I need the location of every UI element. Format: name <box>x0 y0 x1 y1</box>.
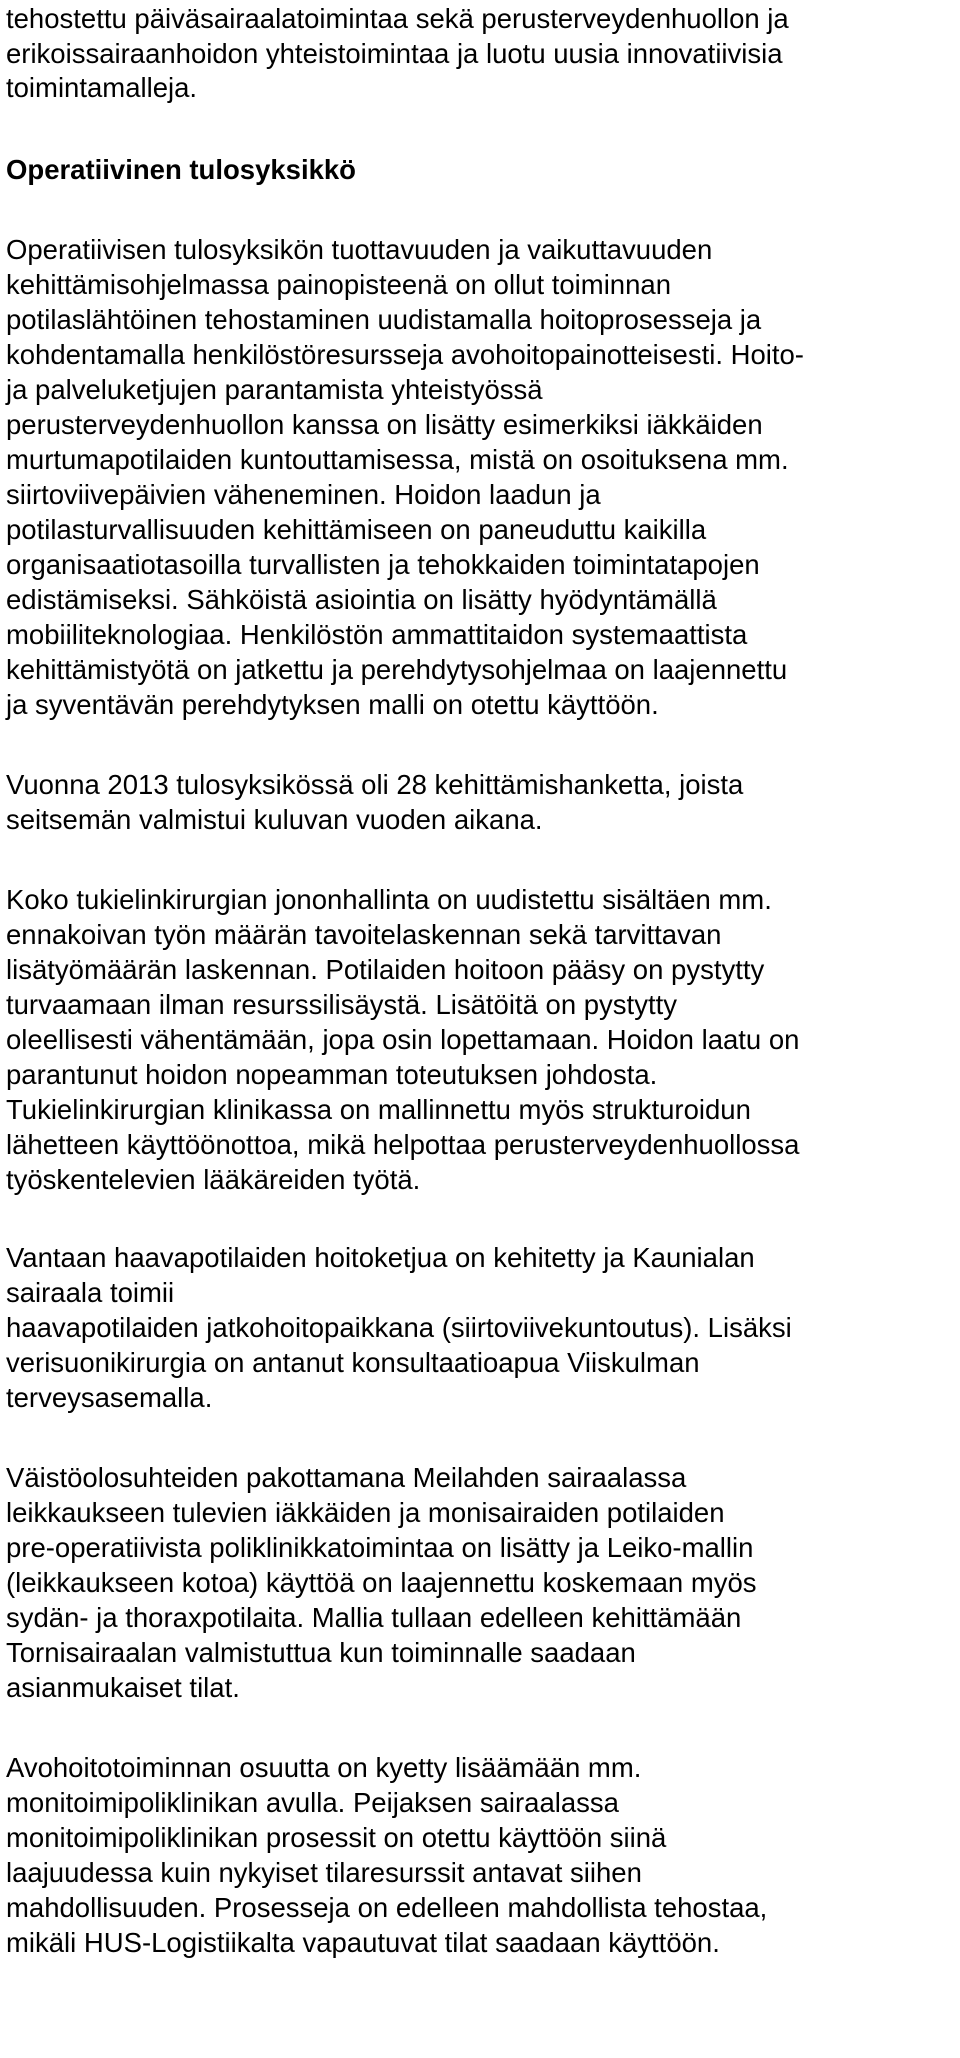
paragraph-line: asianmukaiset tilat. <box>6 1672 240 1703</box>
paragraph-line: Avohoitotoiminnan osuutta on kyetty lisäämään mm. <box>6 1752 642 1783</box>
paragraph-line: laajuudessa kuin nykyiset tilaresurssit antavat siihen <box>6 1857 642 1888</box>
paragraph-line: parantunut hoidon nopeamman toteutuksen johdosta. <box>6 1059 658 1090</box>
paragraph-line: mahdollisuuden. Prosesseja on edelleen mahdollista tehostaa, <box>6 1892 768 1923</box>
paragraph-line: ennakoivan työn määrän tavoitelaskennan sekä tarvittavan <box>6 919 722 950</box>
paragraph-line: kohdentamalla henkilöstöresursseja avohoitopainotteisesti. Hoito- <box>6 339 804 370</box>
paragraph-line: (leikkaukseen kotoa) käyttöä on laajennettu koskemaan myös <box>6 1567 757 1598</box>
paragraph-line: murtumapotilaiden kuntouttamisessa, mistä on osoituksena mm. <box>6 444 789 475</box>
paragraph-line: Operatiivisen tulosyksikön tuottavuuden ja vaikuttavuuden <box>6 234 713 265</box>
paragraph-line: leikkaukseen tulevien iäkkäiden ja monisairaiden potilaiden <box>6 1497 725 1528</box>
intro-line: erikoissairaanhoidon yhteistoimintaa ja luotu uusia innovatiivisia <box>6 38 783 69</box>
paragraph-line: sairaala toimii <box>6 1277 175 1308</box>
paragraph-line: ja palveluketjujen parantamista yhteistyössä <box>6 374 543 405</box>
intro-line: toimintamalleja. <box>6 72 198 103</box>
paragraph-line: kehittämistyötä on jatkettu ja perehdytysohjelmaa on laajennettu <box>6 654 788 685</box>
paragraph-line: oleellisesti vähentämään, jopa osin lopettamaan. Hoidon laatu on <box>6 1024 800 1055</box>
paragraph-line: monitoimipoliklinikan prosessit on otettu käyttöön siinä <box>6 1822 667 1853</box>
paragraph-line: seitsemän valmistui kuluvan vuoden aikana. <box>6 804 543 835</box>
paragraph-line: lisätyömäärän laskennan. Potilaiden hoitoon pääsy on pystytty <box>6 954 765 985</box>
paragraph-line: Tukielinkirurgian klinikassa on mallinnettu myös strukturoidun <box>6 1094 751 1125</box>
paragraph-line: siirtoviivepäivien väheneminen. Hoidon laadun ja <box>6 479 601 510</box>
paragraph-line: Tornisairaalan valmistuttua kun toiminnalle saadaan <box>6 1637 636 1668</box>
paragraph-line: Koko tukielinkirurgian jononhallinta on uudistettu sisältäen mm. <box>6 884 772 915</box>
intro-line: tehostettu päiväsairaalatoimintaa sekä perusterveydenhuollon ja <box>6 3 789 34</box>
section-heading: Operatiivinen tulosyksikkö <box>6 154 356 185</box>
paragraph-line: edistämiseksi. Sähköistä asiointia on lisätty hyödyntämällä <box>6 584 717 615</box>
paragraph-line: mobiiliteknologiaa. Henkilöstön ammattitaidon systemaattista <box>6 619 748 650</box>
paragraph-line: pre-operatiivista poliklinikkatoimintaa on lisätty ja Leiko-mallin <box>6 1532 754 1563</box>
paragraph-line: ja syventävän perehdytyksen malli on otettu käyttöön. <box>6 689 659 720</box>
paragraph-line: sydän- ja thoraxpotilaita. Mallia tullaan edelleen kehittämään <box>6 1602 742 1633</box>
paragraph-line: työskentelevien lääkäreiden työtä. <box>6 1164 421 1195</box>
paragraph-line: terveysasemalla. <box>6 1382 213 1413</box>
paragraph-line: potilaslähtöinen tehostaminen uudistamalla hoitoprosesseja ja <box>6 304 762 335</box>
paragraph-line: potilasturvallisuuden kehittämiseen on paneuduttu kaikilla <box>6 514 707 545</box>
paragraph-line: Väistöolosuhteiden pakottamana Meilahden sairaalassa <box>6 1462 687 1493</box>
paragraph-line: mikäli HUS-Logistiikalta vapautuvat tilat saadaan käyttöön. <box>6 1927 720 1958</box>
paragraph-line: turvaamaan ilman resurssilisäystä. Lisätöitä on pystytty <box>6 989 677 1020</box>
paragraph-line: lähetteen käyttöönottoa, mikä helpottaa perusterveydenhuollossa <box>6 1129 800 1160</box>
paragraph-line: organisaatiotasoilla turvallisten ja tehokkaiden toimintatapojen <box>6 549 760 580</box>
paragraph-line: monitoimipoliklinikan avulla. Peijaksen sairaalassa <box>6 1787 619 1818</box>
paragraph-line: perusterveydenhuollon kanssa on lisätty esimerkiksi iäkkäiden <box>6 409 763 440</box>
paragraph-line: verisuonikirurgia on antanut konsultaatioapua Viiskulman <box>6 1347 700 1378</box>
paragraph-line: Vantaan haavapotilaiden hoitoketjua on kehitetty ja Kaunialan <box>6 1242 755 1273</box>
paragraph-line: haavapotilaiden jatkohoitopaikkana (siirtoviivekuntoutus). Lisäksi <box>6 1312 792 1343</box>
paragraph-line: kehittämisohjelmassa painopisteenä on ollut toiminnan <box>6 269 671 300</box>
paragraph-line: Vuonna 2013 tulosyksikössä oli 28 kehittämishanketta, joista <box>6 769 744 800</box>
